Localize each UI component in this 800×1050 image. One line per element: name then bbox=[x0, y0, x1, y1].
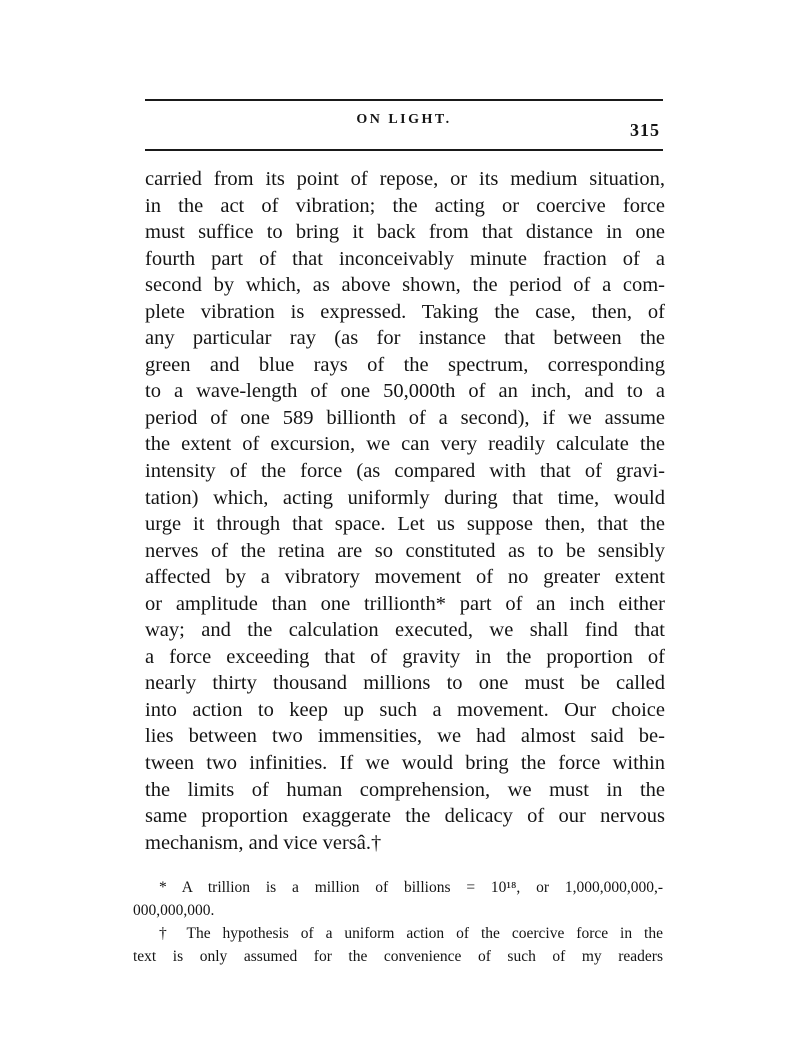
footnote-line: * A trillion is a million of billions = 10¹⁸, or 1,000,000,000,- bbox=[159, 879, 663, 896]
body-line: a force exceeding that of gravity in the proportion of bbox=[145, 645, 665, 668]
body-line: in the act of vibration; the acting or coercive force bbox=[145, 194, 665, 217]
body-line: any particular ray (as for instance that between the bbox=[145, 327, 665, 350]
footnotes bbox=[133, 876, 663, 968]
body-line: to a wave-length of one 50,000th of an inch, and to a bbox=[145, 380, 665, 403]
body-line: affected by a vibratory movement of no greater extent bbox=[145, 566, 665, 589]
header-bottom-rule bbox=[145, 149, 663, 151]
body-line: lies between two immensities, we had almost said be- bbox=[145, 725, 665, 748]
body-line: fourth part of that inconceivably minute fraction of a bbox=[145, 247, 665, 270]
body-line: second by which, as above shown, the period of a com- bbox=[145, 274, 665, 297]
body-line: mechanism, and vice versâ.† bbox=[145, 831, 382, 854]
body-line: must suffice to bring it back from that distance in one bbox=[145, 221, 665, 244]
body-line: or amplitude than one trillionth* part of an inch either bbox=[145, 592, 665, 615]
body-line: same proportion exaggerate the delicacy of our nervous bbox=[145, 805, 665, 828]
body-line: the limits of human comprehension, we must in the bbox=[145, 778, 665, 801]
body-text bbox=[145, 166, 665, 856]
body-line: nearly thirty thousand millions to one must be called bbox=[145, 672, 665, 695]
body-line: plete vibration is expressed. Taking the case, then, of bbox=[145, 300, 665, 323]
body-line: intensity of the force (as compared with that of gravi- bbox=[145, 460, 665, 483]
page-number: 315 bbox=[630, 120, 660, 140]
body-line: green and blue rays of the spectrum, corresponding bbox=[145, 353, 665, 376]
footnote-line: † The hypothesis of a uniform action of the coercive force in the bbox=[159, 925, 663, 942]
body-line: tation) which, acting uniformly during that time, would bbox=[145, 486, 665, 509]
body-line: urge it through that space. Let us suppose then, that the bbox=[145, 513, 665, 536]
body-line: into action to keep up such a movement. Our choice bbox=[145, 698, 665, 721]
running-title: ON LIGHT. bbox=[356, 112, 452, 127]
body-line: the extent of excursion, we can very readily calculate the bbox=[145, 433, 665, 456]
footnote-line: 000,000,000. bbox=[133, 902, 215, 919]
footnote-line: text is only assumed for the convenience of such of my readers bbox=[133, 948, 663, 965]
body-line: carried from its point of repose, or its medium situation, bbox=[145, 168, 665, 190]
body-line: period of one 589 billionth of a second), if we assume bbox=[145, 406, 665, 429]
body-line: way; and the calculation executed, we shall find that bbox=[145, 619, 665, 642]
header-top-rule bbox=[145, 99, 663, 101]
body-line: tween two infinities. If we would bring the force within bbox=[145, 752, 665, 775]
body-line: nerves of the retina are so constituted as to be sensibly bbox=[145, 539, 665, 562]
